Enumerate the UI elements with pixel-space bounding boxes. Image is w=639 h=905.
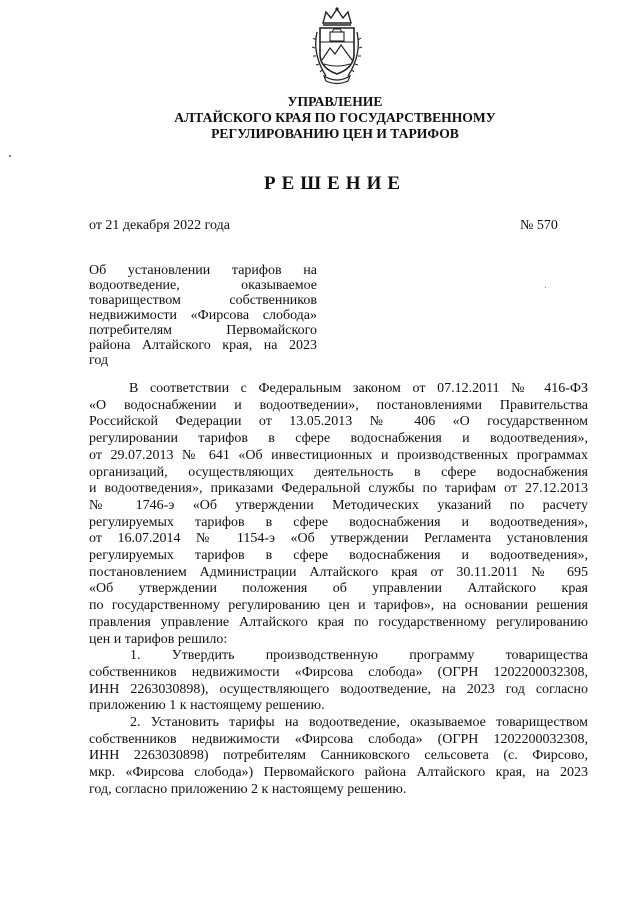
body-line: регулировании тарифов в сфере водоснабжения и водоотведения», xyxy=(89,431,588,447)
body-line: год, согласно приложению 2 к настоящему решению. xyxy=(89,781,407,797)
body-line: по государственному регулированию цен и тарифов», на основании решения xyxy=(89,598,588,614)
body-line: от 29.07.2013 № 641 «Об инвестиционных и производственных программах xyxy=(89,447,588,463)
body-line: организаций, осуществляющих деятельность в сфере водоснабжения xyxy=(89,464,588,480)
body-line: В соответствии с Федеральным законом от 07.12.2011 № 416-ФЗ xyxy=(129,381,588,396)
body-line: от 16.07.2014 № 1154-э «Об утверждении Регламента установления xyxy=(89,531,588,547)
scan-speck xyxy=(545,287,546,288)
subject-line: недвижимости «Фирсова слобода» xyxy=(89,308,317,323)
body-line: 2. Установить тарифы на водоотведение, оказываемое товариществом xyxy=(130,715,588,731)
body-line: регулируемых тарифов в сфере водоснабжения и водоотведения», xyxy=(89,514,588,530)
body-line: ИНН 2263030898) потребителям Санниковского сельсовета (с. Фирсово, xyxy=(89,748,588,764)
body-line: «О водоснабжении и водоотведении», постановлениями Правительства xyxy=(89,397,588,413)
subject-line: водоотведение, оказываемое xyxy=(89,278,317,293)
body-line: мкр. «Фирсова слобода») Первомайского района Алтайского края, на 2023 xyxy=(89,765,588,781)
subject-line: год xyxy=(89,353,109,368)
subject-line: потребителям Первомайского xyxy=(89,323,317,338)
body-line: собственников недвижимости «Фирсова слобода» (ОГРН 1202200032308, xyxy=(89,731,588,747)
decision-subject xyxy=(89,263,317,368)
body-line: цен и тарифов решило: xyxy=(89,631,228,647)
body-line: Российской Федерации от 13.05.2013 № 406 «О государственном xyxy=(89,414,588,430)
body-line: и водоотведения», приказами Федеральной службы по тарифам от 27.12.2013 xyxy=(89,481,588,497)
body-line: регулируемых тарифов в сфере водоснабжения и водоотведения», xyxy=(89,548,588,564)
org-line: АЛТАЙСКОГО КРАЯ ПО ГОСУДАРСТВЕННОМУ xyxy=(174,110,496,125)
body-line: «Об утверждении положения об управлении Алтайского края xyxy=(89,581,588,597)
body-line: приложению 1 к настоящему решению. xyxy=(89,698,325,714)
body-line: собственников недвижимости «Фирсова слобода» (ОГРН 1202200032308, xyxy=(89,664,588,680)
document-date: от 21 декабря 2022 года xyxy=(89,218,230,233)
document-type-title: РЕШЕНИЕ xyxy=(263,173,407,194)
org-line: РЕГУЛИРОВАНИЮ ЦЕН И ТАРИФОВ xyxy=(211,126,459,141)
subject-line: района Алтайского края, на 2023 xyxy=(89,338,317,353)
body-line: правления управление Алтайского края по государственному регулированию xyxy=(89,614,588,630)
decision-body xyxy=(89,381,588,799)
document-number: № 570 xyxy=(520,218,558,233)
body-line: 1. Утвердить производственную программу товарищества xyxy=(130,648,588,664)
scan-speck xyxy=(9,155,11,157)
subject-line: Об установлении тарифов на xyxy=(89,263,317,278)
body-line: № 1746-э «Об утверждении Методических указаний по расчету xyxy=(89,497,588,513)
body-line: ИНН 2263030898), осуществляющего водоотведение, на 2023 год согласно xyxy=(89,681,588,697)
organization-name xyxy=(100,94,570,142)
body-line: постановлением Администрации Алтайского края от 30.11.2011 № 695 xyxy=(89,564,588,580)
subject-line: товариществом собственников xyxy=(89,293,317,308)
coat-of-arms-emblem xyxy=(308,6,366,86)
org-line: УПРАВЛЕНИЕ xyxy=(287,94,383,109)
